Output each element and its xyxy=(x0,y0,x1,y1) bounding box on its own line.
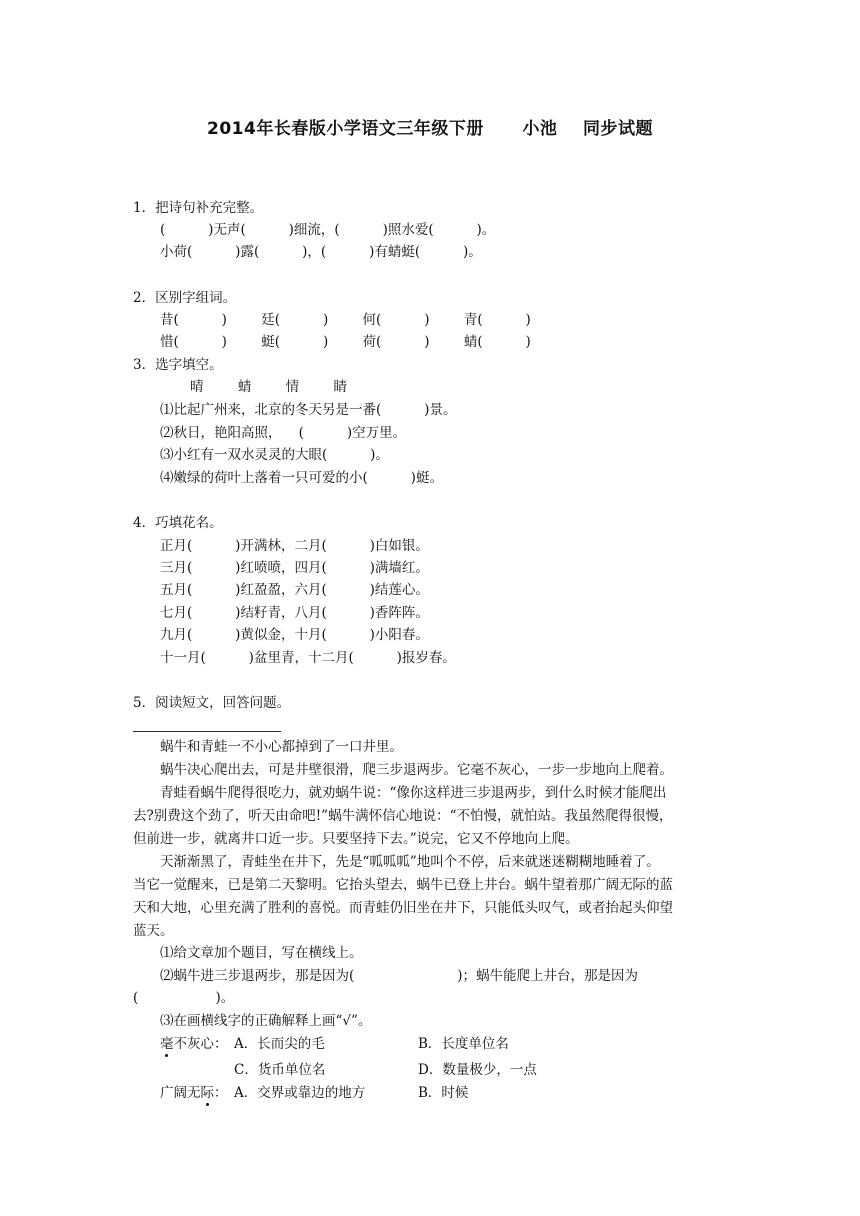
word-2-option-a: A．交界或靠边的地方 xyxy=(234,1085,366,1101)
q5-heading: 5．阅读短文，回答问题。 xyxy=(133,695,291,711)
q4-row: 三月( )红喷喷，四月( )满墙红。 xyxy=(160,560,429,576)
passage-paragraph: 青蛙看蜗牛爬得很吃力，就劝蜗牛说：“像你这样进三步退两步，到什么时候才能爬出 xyxy=(160,785,667,801)
sub-question-3: ⑶在画横线字的正确解释上画“√”。 xyxy=(160,1013,372,1029)
q1-line-1: ( )无声( )细流，( )照水爱( )。 xyxy=(160,222,496,238)
passage-paragraph: 但前进一步，就离井口近一步。只要坚持下去。”说完，它又不停地向上爬。 xyxy=(133,831,579,847)
q3-item-2: ⑵秋日，艳阳高照， ( )空万里。 xyxy=(160,425,407,441)
word-1-term xyxy=(160,1035,228,1053)
sub-question-2-cont: ( )。 xyxy=(133,990,235,1006)
q1-line-2: 小荷( )露( )，( )有蜻蜓( )。 xyxy=(160,244,482,260)
passage-paragraph: 蜗牛和青蛙一不小心都掉到了一口井里。 xyxy=(160,739,403,755)
q4-row: 正月( )开满林，二月( )白如银。 xyxy=(160,538,429,554)
sub-question-1: ⑴给文章加个题目，写在横线上。 xyxy=(160,945,363,961)
q4-row: 九月( )黄似金，十月( )小阳春。 xyxy=(160,627,429,643)
title-answer-line xyxy=(133,731,281,732)
q3-item-4: ⑷嫩绿的荷叶上落着一只可爱的小( )蜓。 xyxy=(160,470,443,486)
passage-paragraph: 蓝天。 xyxy=(133,923,174,939)
word-1-marked-char: 毫 xyxy=(160,1036,174,1052)
word-2-option-b: B．时候 xyxy=(418,1085,469,1101)
passage-paragraph: 去?别费这个劲了，听天由命吧!”蜗牛满怀信心地说：“不怕慢，就怕站。我虽然爬得很慢， xyxy=(133,808,673,824)
q3-choices: 晴 蜻 情 睛 xyxy=(190,379,347,395)
page-title: 2014年长春版小学语文三年级下册 小池 同步试题 xyxy=(207,119,653,139)
word-1-option-a: A．长而尖的毛 xyxy=(234,1036,325,1052)
q3-heading: 3．选字填空。 xyxy=(133,357,223,373)
word-2-post: ： xyxy=(214,1085,228,1101)
q4-row: 五月( )红盈盈，六月( )结莲心。 xyxy=(160,582,429,598)
q3-item-3: ⑶小红有一双水灵灵的大眼( )。 xyxy=(160,447,389,463)
q4-heading: 4．巧填花名。 xyxy=(133,515,223,531)
q4-row: 十一月( )盆里青，十二月( )报岁春。 xyxy=(160,650,456,666)
sub-question-2: ⑵蜗牛进三步退两步，那是因为( )；蜗牛能爬上井台，那是因为 xyxy=(160,968,639,984)
q1-heading: 1．把诗句补充完整。 xyxy=(133,200,264,216)
word-1-post: 不灰心： xyxy=(173,1036,228,1052)
word-2-marked-char: 际 xyxy=(200,1085,214,1101)
passage-paragraph: 蜗牛决心爬出去，可是井壁很滑，爬三步退两步。它毫不灰心，一步一步地向上爬着。 xyxy=(160,762,673,778)
q2-row-2: 惜( ) 蜓( ) 荷( ) 蜻( ) xyxy=(160,334,531,350)
passage-paragraph: 天渐渐黑了，青蛙坐在井下，先是“呱呱呱”地叫个不停，后来就迷迷糊糊地睡着了。 xyxy=(160,854,660,870)
q2-heading: 2．区别字组词。 xyxy=(133,290,237,306)
word-2-pre: 广阔无 xyxy=(160,1085,201,1101)
word-1-option-d: D．数量极少，一点 xyxy=(418,1062,537,1078)
q2-row-1: 昔( ) 廷( ) 何( ) 青( ) xyxy=(160,312,531,328)
word-2-term xyxy=(160,1084,228,1102)
passage-paragraph: 当它一觉醒来，已是第二天黎明。它抬头望去，蜗牛已登上井台。蜗牛望着那广阔无际的蓝 xyxy=(133,877,673,893)
word-1-option-b: B．长度单位名 xyxy=(418,1036,509,1052)
passage-paragraph: 天和大地，心里充满了胜利的喜悦。而青蛙仍旧坐在井下，只能低头叹气，或者抬起头仰望 xyxy=(133,900,673,916)
q4-row: 七月( )结籽青，八月( )香阵阵。 xyxy=(160,605,429,621)
q3-item-1: ⑴比起广州来，北京的冬天另是一番( )景。 xyxy=(160,402,457,418)
word-1-option-c: C．货币单位名 xyxy=(234,1062,326,1078)
